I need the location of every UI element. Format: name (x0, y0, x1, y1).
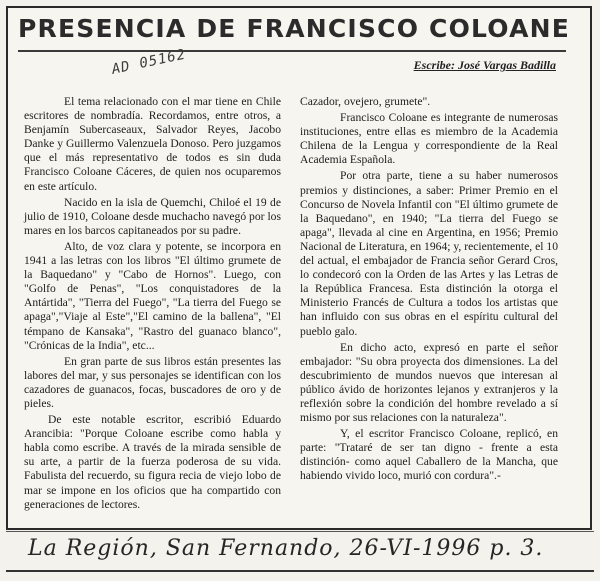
paragraph: Y, el escritor Francisco Coloane, replicó, en parte: "Trataré de ser tan digno - frente a esta distinción- como aquel Caballero de la Mancha, que habiendo vivido loco, murió con cordura".- (300, 427, 558, 483)
article-column-right (300, 95, 558, 486)
article-column-left (24, 95, 281, 514)
paragraph: En dicho acto, expresó en parte el señor embajador: "Su obra proyecta dos dimensiones. La del descubrimiento de mundos nuevos que interesan al público ávido de horizontes lejanos y extranjeros y la reflexión sobre la condición del hombre revelado a sí mismo por sus relaciones con la naturaleza". (300, 340, 558, 425)
paragraph: De este notable escritor, escribió Eduardo Arancibia: "Porque Coloane escribe como habla y habla como escribe. A través de la mirada sensible de su arte, a partir de la fuerza poderosa de su vida. Fabulista del recuerdo, su figura recia de viejo lobo de mar se impone en los oficios que ha compartido con generaciones de lectores. (24, 413, 281, 511)
paragraph: El tema relacionado con el mar tiene en Chile escritores de nombradía. Recordamos, entre otros, a Benjamín Subercaseaux, Salvador Reyes, Jacobo Danke y Guillermo Valenzuela Donoso. Pero juzgamos que el más representativo de todos es sin duda Francisco Coloane Cáceres, de quien nos ocuparemos en este artículo. (24, 95, 281, 193)
paragraph: Cazador, ovejero, grumete". (300, 95, 431, 108)
paragraph: Por otra parte, tiene a su haber numerosos premios y distinciones, a saber: Primer Premio en el Concurso de Novela Infantil con "El último grumete de la Baquedano", en 1940; "La tierra del Fuego se apaga", llevada al cine en Argentina, en 1956; Premio Nacional de Literatura, en 1964; y, recientemente, el 10 del actual, el embajador de Francia señor Gerard Cros, lo condecoró con la Orden de las Artes y las Letras de la República Francesa. Esta distinción la otorga el Ministerio Francés de Cultura a todos los artistas que han influido con sus obras en el espíritu cultural del pueblo galo. (300, 169, 558, 338)
source-note-underline (6, 570, 594, 572)
paragraph: Alto, de voz clara y potente, se incorpora en 1941 a las letras con los libros "El último grumete de la Baquedano" y "Cabo de Hornos". Luego, con "Golfo de Penas", "Los conquistadores de la Antártida", "Tierra del Fuego", "La tierra del Fuego se apaga","Viaje al Este","El camino de la ballena", "El témpano de Kansaka", "Rastro del guanaco blanco", "Crónicas de la India", etc... (24, 239, 281, 352)
handwritten-reference-number: AD 05162 (110, 46, 188, 78)
paragraph: Francisco Coloane es integrante de numerosas instituciones, entre ellas es miembro de la Academia Chilena de la Lengua y correspondiente de la Real Academia Española. (300, 111, 558, 167)
article-byline: Escribe: José Vargas Badilla (413, 58, 556, 72)
headline-rule (18, 50, 566, 52)
handwritten-source-note: La Región, San Fernando, 26-VI-1996 p. 3. (28, 536, 544, 561)
paragraph: Nacido en la isla de Quemchi, Chiloé el 19 de julio de 1910, Coloane desde muchacho navegó por los mares en los barcos capitaneados por su padre. (24, 195, 281, 237)
clipping-bottom-rule (6, 531, 594, 532)
article-headline: PRESENCIA DE FRANCISCO COLOANE (18, 14, 571, 43)
paragraph: En gran parte de sus libros están presentes las labores del mar, y sus personajes se identifican con los cazadores de guanacos, focas, buscadores de oro y de pieles. (24, 354, 281, 410)
